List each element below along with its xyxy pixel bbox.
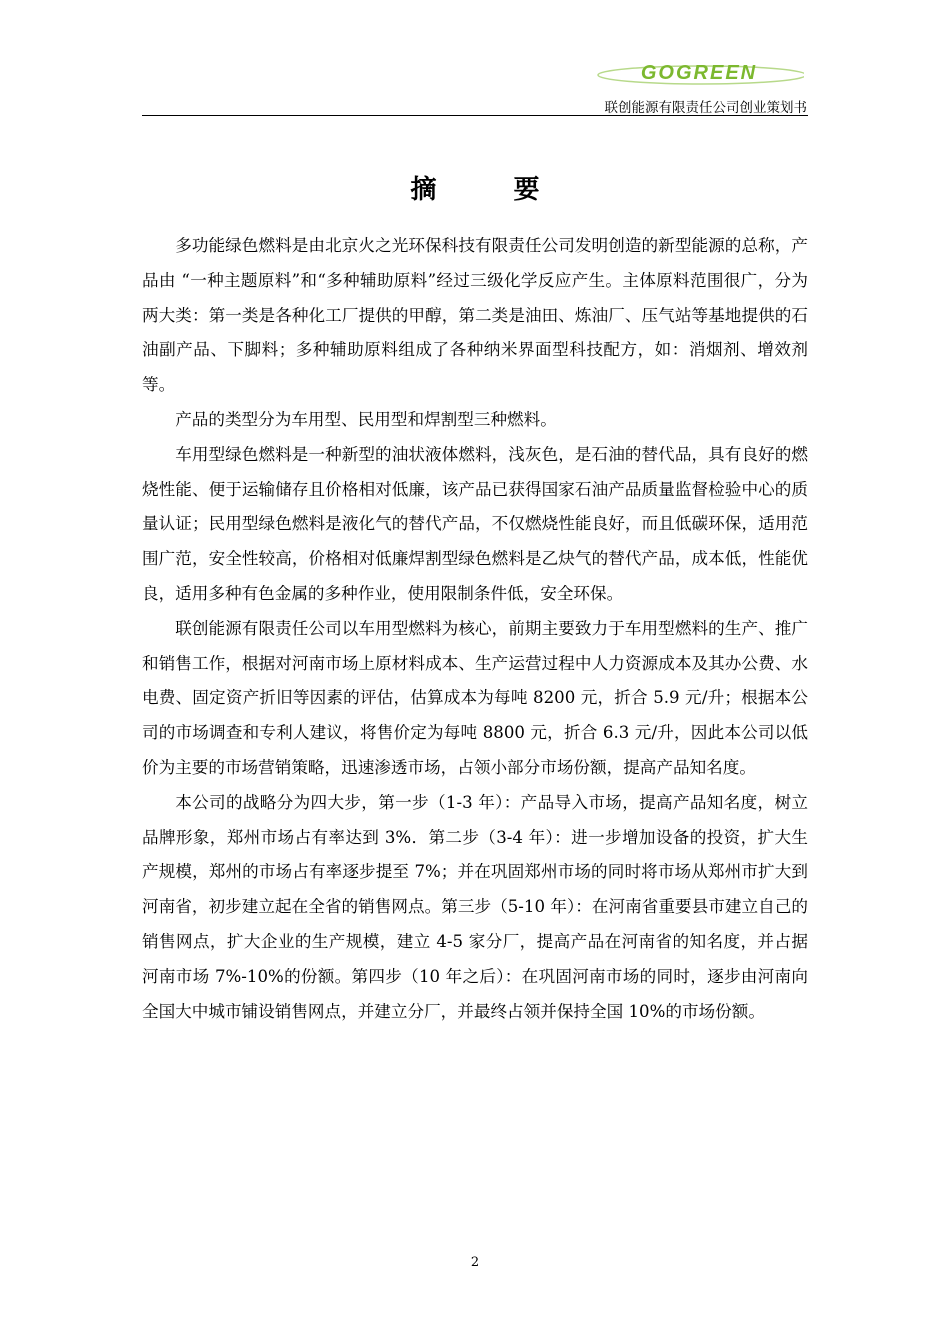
page-number: 2 [470, 1255, 480, 1270]
paragraph-5: 本公司的战略分为四大步，第一步（1-3 年）：产品导入市场，提高产品知名度，树立品牌形象，郑州市场占有率达到 3%．第二步（3-4 年）：进一步增加设备的投资，扩大生产规模，郑州的市场占有率逐步提至 7%；并在巩固郑州市场的同时将市场从郑州市扩大到河南省，初步建立起在全省的销售网点。第三步（5-10 年）：在河南省重要县市建立自己的销售网点，扩大企业的生产规模，建立 4-5 家分厂，提高产品在河南省的知名度，并占据河南市场 7%-10%的份额。第四步（10 年之后）：在巩固河南市场的同时，逐步由河南向全国大中城市铺设销售网点，并建立分厂，并最终占领并保持全国 10%的市场份额。 [142, 792, 808, 1021]
page-title: 摘 要 [410, 175, 574, 205]
header-divider [142, 115, 808, 116]
gogreen-logo [594, 58, 804, 86]
paragraph-1: 多功能绿色燃料是由北京火之光环保科技有限责任公司发明创造的新型能源的总称，产品由 “一种主题原料”和“多种辅助原料”经过三级化学反应产生。主体原料范围很广，分为两大类：第一类是各种化工厂提供的甲醇，第二类是油田、炼油厂、压气站等基地提供的石油副产品、下脚料；多种辅助原料组成了各种纳米界面型科技配方，如：消烟剂、增效剂等。 [142, 236, 808, 395]
paragraph-2: 产品的类型分为车用型、民用型和焊割型三种燃料。 [175, 409, 557, 429]
summary-body [142, 229, 808, 1029]
header-company-plan: 联创能源有限责任公司创业策划书 [604, 100, 807, 116]
gogreen-logo-mark [594, 58, 804, 86]
paragraph-4: 联创能源有限责任公司以车用型燃料为核心，前期主要致力于车用型燃料的生产、推广和销售工作，根据对河南市场上原材料成本、生产运营过程中人力资源成本及其办公费、水电费、固定资产折旧等因素的评估，估算成本为每吨 8200 元，折合 5.9 元/升；根据本公司的市场调查和专利人建议，将售价定为每吨 8800 元，折合 6.3 元/升，因此本公司以低价为主要的市场营销策略，迅速渗透市场，占领小部分市场份额，提高产品知名度。 [142, 618, 808, 777]
logo-text: GOGREEN [640, 62, 758, 84]
paragraph-3: 车用型绿色燃料是一种新型的油状液体燃料，浅灰色，是石油的替代品，具有良好的燃烧性能、便于运输储存且价格相对低廉，该产品已获得国家石油产品质量监督检验中心的质量认证；民用型绿色燃料是液化气的替代产品，不仅燃烧性能良好，而且低碳环保，适用范围广范，安全性较高，价格相对低廉焊割型绿色燃料是乙炔气的替代产品，成本低，性能优良，适用多种有色金属的多种作业，使用限制条件低，安全环保。 [142, 444, 808, 603]
